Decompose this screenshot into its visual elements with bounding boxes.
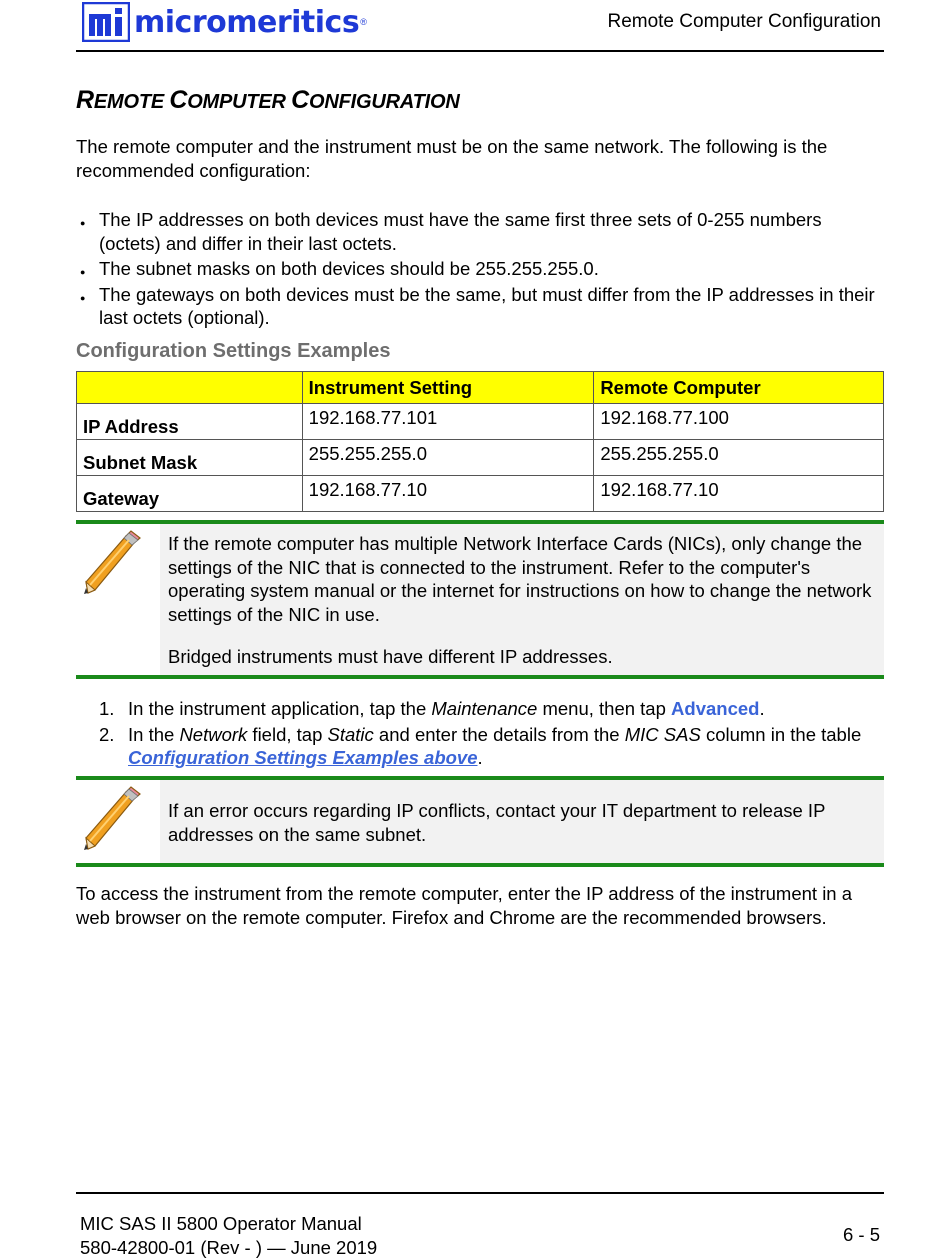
option-name: Static [327, 723, 374, 745]
list-item: ● The gateways on both devices must be the same, but must differ from the IP addresses in their last octets (optional). [76, 283, 884, 330]
logo-wordmark: micromeritics [134, 4, 360, 40]
note-content [160, 524, 884, 675]
steps-list [76, 697, 884, 772]
table-row-label: IP Address [77, 404, 303, 440]
page-header [76, 0, 884, 52]
closing-paragraph: To access the instrument from the remote computer, enter the IP address of the instrument in a web browser on the remote computer. Firefox and Chrome are the recommended browsers. [76, 883, 853, 928]
table-cell: 192.168.77.10 [302, 476, 594, 512]
table-cell: 192.168.77.100 [594, 404, 884, 440]
micromeritics-logo [82, 1, 367, 43]
list-item [76, 697, 884, 721]
table-row [77, 440, 884, 476]
header-title: Remote Computer Configuration [607, 11, 881, 32]
table-header-cell [77, 372, 303, 404]
title-cap: R [76, 86, 94, 114]
page-number: 6 - 5 [842, 1224, 880, 1245]
table-cell: 255.255.255.0 [302, 440, 594, 476]
intro-paragraph: The remote computer and the instrument must be on the same network. The following is the recommended configuration: [76, 136, 828, 181]
table-cell: 255.255.255.0 [594, 440, 884, 476]
table-row-label: Gateway [77, 476, 303, 512]
list-item [76, 723, 884, 770]
table-cell: 192.168.77.101 [302, 404, 594, 440]
note-content [160, 780, 884, 863]
table-row [77, 404, 884, 440]
step-text: . [477, 747, 483, 768]
registered-mark: ® [360, 17, 367, 27]
list-item: ● The IP addresses on both devices must have the same first three sets of 0-255 numbers (octets) and differ in their last octets. [76, 208, 884, 255]
table-row-label: Subnet Mask [77, 440, 303, 476]
configuration-examples-link[interactable]: Configuration Settings Examples above [128, 747, 478, 768]
title-cap: C [169, 86, 188, 114]
table-header-row [77, 372, 884, 404]
footer-divider [76, 1192, 884, 1194]
table-cell: 192.168.77.10 [594, 476, 884, 512]
step-text: and enter the details from the [373, 723, 625, 745]
field-name: Network [179, 723, 248, 745]
note-box [76, 520, 884, 679]
list-item: ● The subnet masks on both devices should be 255.255.255.0. [76, 257, 884, 281]
note-paragraph: Bridged instruments must have different IP addresses. [168, 646, 613, 667]
title-cap: C [291, 86, 310, 114]
pencil-icon [82, 530, 148, 596]
menu-name: Maintenance [431, 698, 538, 719]
step-number: 2. [99, 723, 115, 745]
title-word: ONFIGURATION [309, 91, 460, 113]
manual-title: MIC SAS II 5800 Operator Manual [80, 1213, 362, 1234]
note-box [76, 776, 884, 867]
column-name: MIC SAS [624, 723, 701, 745]
note-paragraph: If the remote computer has multiple Network Interface Cards (NICs), only change the settings of the NIC that is connected to the instrument. Refer to the computer's operating system manual or the internet for instructions on how to change the network settings of the NIC in use. [168, 533, 872, 625]
step-text: In the instrument application, tap the [128, 698, 432, 719]
step-number: 1. [99, 698, 115, 719]
section-heading: Configuration Settings Examples [76, 340, 391, 362]
table-row [77, 476, 884, 512]
micromeritics-logo-mark [82, 2, 130, 42]
step-text: . [759, 698, 765, 719]
table-header-cell: Instrument Setting [302, 372, 594, 404]
footer-info [80, 1212, 377, 1259]
step-text: field, tap [247, 723, 328, 745]
step-text: column in the table [700, 723, 862, 745]
title-word: EMOTE [93, 91, 170, 113]
page-title [76, 86, 460, 115]
manual-revision: 580-42800-01 (Rev - ) — June 2019 [80, 1236, 378, 1258]
step-text: menu, then tap [537, 698, 672, 719]
note-paragraph: If an error occurs regarding IP conflicts, contact your IT department to release IP addresses on the same subnet. [168, 800, 826, 845]
configuration-table [76, 371, 884, 512]
requirements-list [76, 208, 884, 332]
title-word: OMPUTER [187, 91, 292, 113]
advanced-link[interactable]: Advanced [671, 698, 760, 719]
table-header-cell: Remote Computer [594, 372, 884, 404]
step-text: In the [128, 723, 180, 745]
pencil-icon [82, 786, 148, 852]
